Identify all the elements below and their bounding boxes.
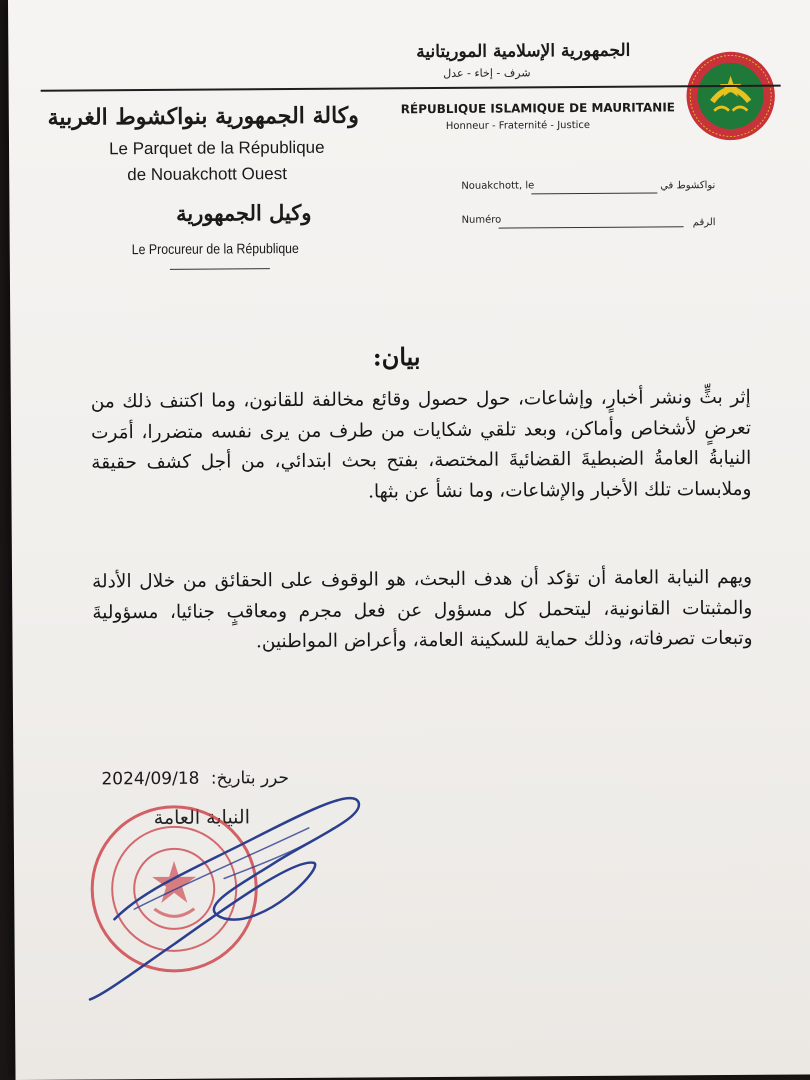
document-page xyxy=(8,0,810,1080)
republic-motto-arabic: شرف - إخاء - عدل xyxy=(443,66,531,80)
number-field-line xyxy=(499,226,684,228)
statement-paragraph-1: إثر بثٍّ ونشر أخبارٍ، وإشاعات، حول حصول وقائع مخالفة للقانون، وما اكتنف ذلك من تعرضٍ لأشخاص وأماكن، وبعد تلقي شكايات من طرف من يرى نفسه متضررا، أمَرت النيابةُ العامةُ الضبطيةَ القضائيةَ المختصة، بفتح بحث ابتدائي، من أجل كشف حقيقة وملابسات تلك الأخبار والإشاعات، وما نشأ عن بثها. xyxy=(90,386,752,502)
republic-name-french: RÉPUBLIQUE ISLAMIQUE DE MAURITANIE xyxy=(400,100,676,117)
handwritten-signature-icon xyxy=(73,767,395,1009)
statement-paragraph-2: ويهم النيابة العامة أن تؤكد أن هدف البحث، هو الوقوف على الحقائق من خلال الأدلة والمثبتات القانونية، ليتحمل كل مسؤول عن فعل مجرم ومعاقبٍ جنائيا، مسؤوليةَ وتبعات تصرفاته، وذلك حماية للسكينة العامة، وأعراض المواطنين. xyxy=(91,566,753,653)
parquet-name-french-line1: Le Parquet de la République xyxy=(108,137,325,159)
signature-date-value: 2024/09/18 xyxy=(101,768,200,790)
place-field-line xyxy=(531,192,657,194)
agency-name-arabic: وكالة الجمهورية بنواكشوط الغربية xyxy=(47,102,359,131)
mauritania-emblem-icon xyxy=(684,50,777,143)
signature-org: النيابة العامة xyxy=(153,806,251,830)
statement-heading: بيان: xyxy=(372,342,421,372)
republic-name-arabic: الجمهورية الإسلامية الموريتانية xyxy=(416,40,631,63)
parquet-name-french-line2: de Nouakchott Ouest xyxy=(127,164,288,185)
number-label-arabic: الرقم xyxy=(692,217,716,229)
number-label-french: Numéro xyxy=(461,214,502,226)
issuer-underline xyxy=(170,268,270,270)
place-label-arabic: نواكشوط في xyxy=(660,180,716,192)
header-divider xyxy=(41,85,781,92)
place-label-french: Nouakchott, le xyxy=(461,180,535,192)
prosecutor-title-arabic: وكيل الجمهورية xyxy=(175,199,312,226)
prosecutor-title-french: Le Procureur de la République xyxy=(131,239,299,258)
republic-motto-french: Honneur - Fraternité - Justice xyxy=(445,119,591,132)
signature-date-label: حرر بتاريخ: xyxy=(210,768,290,789)
